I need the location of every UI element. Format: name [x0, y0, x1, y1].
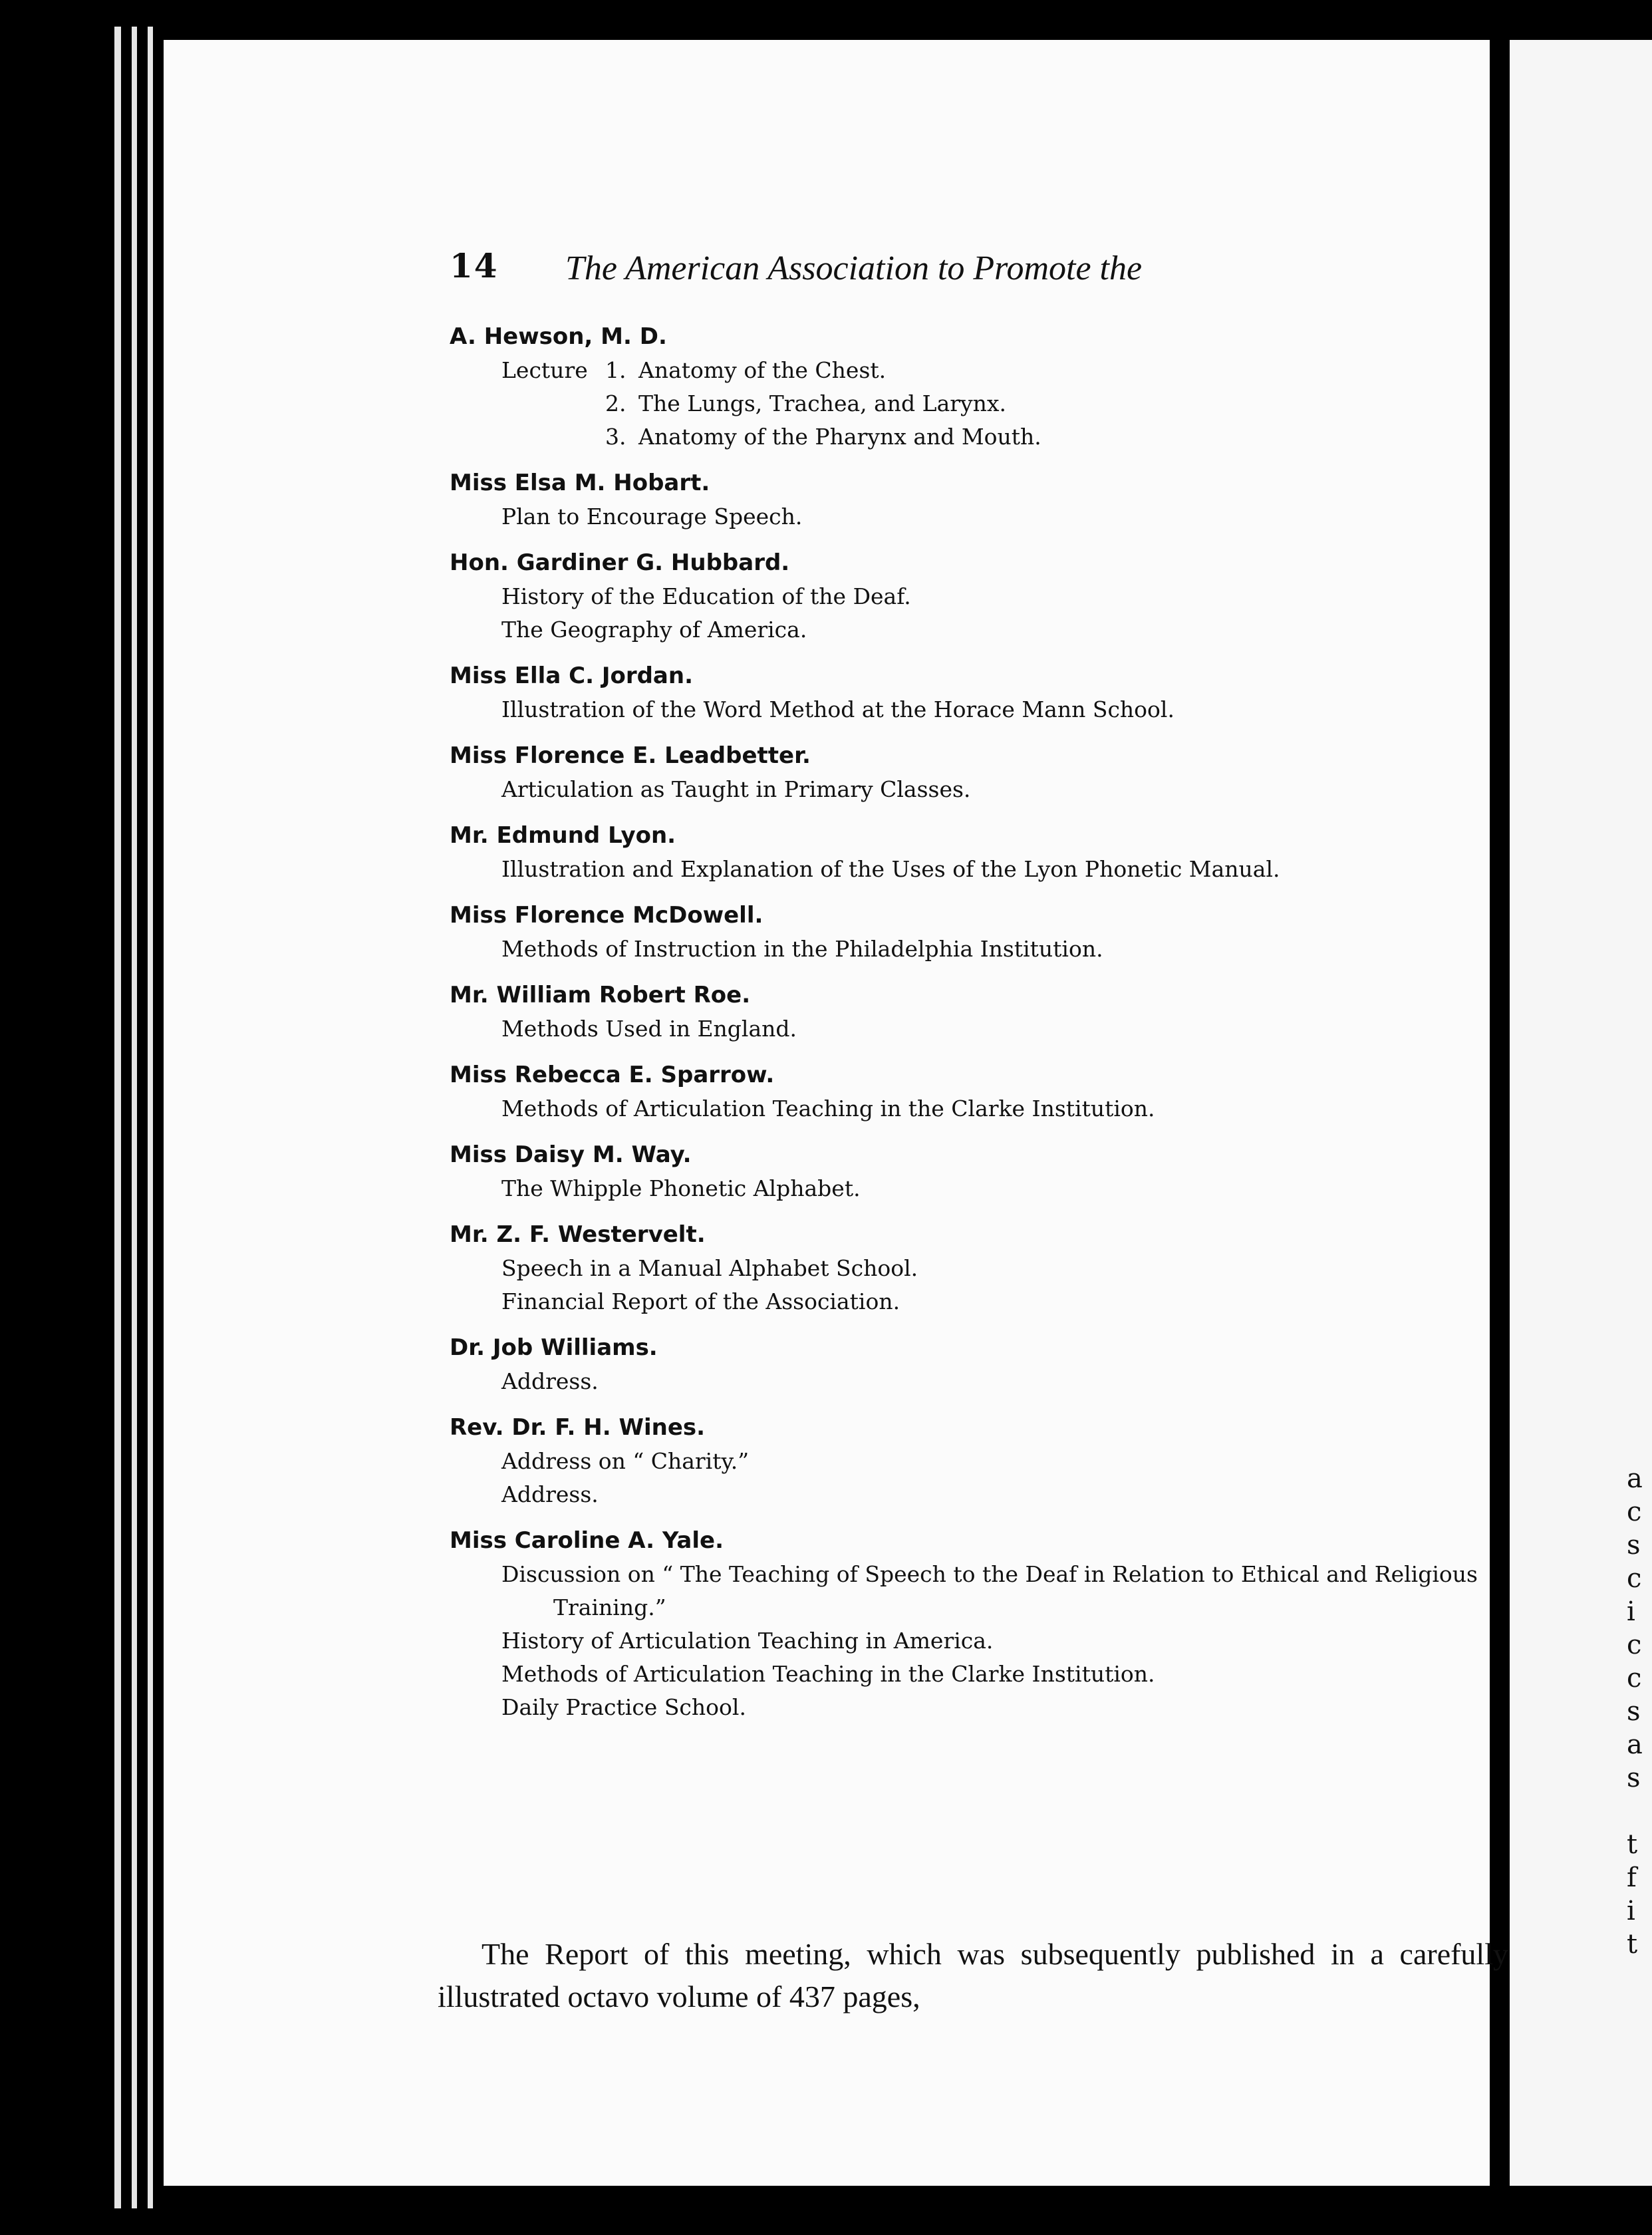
- edge-letter: i: [1627, 1596, 1635, 1627]
- binding-line: [114, 27, 121, 2208]
- lecture-label: Lecture: [501, 357, 588, 383]
- edge-letter: c: [1627, 1563, 1642, 1594]
- running-head: [450, 246, 1407, 293]
- contributor-name: Miss Florence McDowell.: [450, 902, 763, 929]
- contributor-name: Miss Ella C. Jordan.: [450, 663, 693, 689]
- work-title: Methods of Instruction in the Philadelphia Institution.: [501, 936, 1103, 962]
- contributor-entry: [450, 1217, 1527, 1330]
- contributor-entry: [450, 466, 1527, 545]
- contributor-name: Hon. Gardiner G. Hubbard.: [450, 549, 790, 576]
- edge-letter: c: [1627, 1663, 1642, 1694]
- contributor-name: Miss Caroline A. Yale.: [450, 1527, 724, 1554]
- work-title: Address on “ Charity.”: [501, 1448, 750, 1474]
- lecture-title: The Lungs, Trachea, and Larynx.: [638, 390, 1007, 416]
- contributor-entry: [450, 738, 1527, 818]
- contributor-name: Rev. Dr. F. H. Wines.: [450, 1414, 706, 1441]
- contributor-name: A. Hewson, M. D.: [450, 323, 667, 350]
- edge-letter: s: [1627, 1763, 1641, 1793]
- work-title: The Whipple Phonetic Alphabet.: [501, 1175, 861, 1201]
- lecture-item: [450, 354, 1527, 387]
- contributor-name: Mr. William Robert Roe.: [450, 982, 751, 1008]
- page-number: 14: [450, 246, 499, 285]
- work-title: Illustration and Explanation of the Uses of the Lyon Phonetic Manual.: [501, 856, 1280, 882]
- contributor-name: Miss Florence E. Leadbetter.: [450, 742, 811, 769]
- lecture-number: 1.: [605, 357, 626, 383]
- work-title: Daily Practice School.: [501, 1694, 746, 1720]
- edge-letter: s: [1627, 1696, 1641, 1727]
- edge-letter: s: [1627, 1530, 1641, 1561]
- lecture-item: [450, 387, 1527, 420]
- book-page: [164, 40, 1508, 2186]
- contributor-entry: [450, 818, 1527, 898]
- work-title: Address.: [501, 1368, 599, 1394]
- work-title: History of the Education of the Deaf.: [501, 583, 911, 609]
- contributor-entry: [450, 659, 1527, 738]
- work-title: Discussion on “ The Teaching of Speech to the Deaf in Relation to Ethical and Religious Training.”: [501, 1561, 1478, 1620]
- work-title: Speech in a Manual Alphabet School.: [501, 1255, 918, 1281]
- contributor-entry: [450, 1058, 1527, 1137]
- contributor-name: Miss Daisy M. Way.: [450, 1141, 692, 1168]
- work-title: Methods Used in England.: [501, 1016, 797, 1042]
- edge-letter: t: [1627, 1929, 1638, 1960]
- contributor-entry: [450, 545, 1527, 659]
- lecture-title: Anatomy of the Chest.: [638, 357, 887, 383]
- work-title: Plan to Encourage Speech.: [501, 504, 803, 529]
- contributor-entry: [450, 1137, 1527, 1217]
- edge-letter: i: [1627, 1896, 1635, 1926]
- work-title: History of Articulation Teaching in America.: [501, 1628, 994, 1654]
- running-title: The American Association to Promote the: [565, 249, 1143, 287]
- page-content: [164, 40, 1508, 2186]
- edge-letter: f: [1627, 1862, 1637, 1893]
- contributor-entry: [450, 1523, 1527, 1724]
- edge-letter: c: [1627, 1630, 1642, 1660]
- report-paragraph: The Report of this meeting, which was subsequently published in a carefully illustrated octavo volume of 437 pages,: [438, 1937, 1508, 2013]
- contributor-name: Mr. Z. F. Westervelt.: [450, 1221, 706, 1248]
- contributor-entry: [450, 1330, 1527, 1410]
- lecture-item: [450, 420, 1527, 454]
- edge-letter: a: [1627, 1463, 1643, 1494]
- contributor-name: Miss Elsa M. Hobart.: [450, 470, 710, 496]
- contributor-name: Mr. Edmund Lyon.: [450, 822, 676, 849]
- lecture-list: [450, 354, 1527, 454]
- binding-line: [132, 27, 137, 2208]
- work-title: The Geography of America.: [501, 617, 807, 643]
- edge-letter: c: [1627, 1497, 1642, 1527]
- contributor-entry: [450, 1410, 1527, 1523]
- work-title: Financial Report of the Association.: [501, 1288, 900, 1314]
- contributors-list: [450, 319, 1527, 1724]
- contributor-entry: [450, 319, 1527, 466]
- work-title: Articulation as Taught in Primary Classes.: [501, 776, 971, 802]
- work-title: Illustration of the Word Method at the Horace Mann School.: [501, 696, 1174, 722]
- lecture-number: 2.: [605, 390, 626, 416]
- lecture-title: Anatomy of the Pharynx and Mouth.: [638, 424, 1041, 450]
- work-title: Address.: [501, 1481, 599, 1507]
- adjacent-page-edge: [1510, 40, 1652, 2186]
- contributor-entry: [450, 978, 1527, 1058]
- edge-letter: t: [1627, 1829, 1638, 1860]
- binding-line: [148, 27, 153, 2208]
- edge-letter: a: [1627, 1729, 1643, 1760]
- contributor-name: Miss Rebecca E. Sparrow.: [450, 1062, 775, 1088]
- work-title: Methods of Articulation Teaching in the Clarke Institution.: [501, 1096, 1155, 1121]
- contributor-entry: [450, 898, 1527, 978]
- work-title: Methods of Articulation Teaching in the Clarke Institution.: [501, 1661, 1155, 1687]
- contributor-name: Dr. Job Williams.: [450, 1334, 658, 1361]
- lecture-number: 3.: [605, 424, 626, 450]
